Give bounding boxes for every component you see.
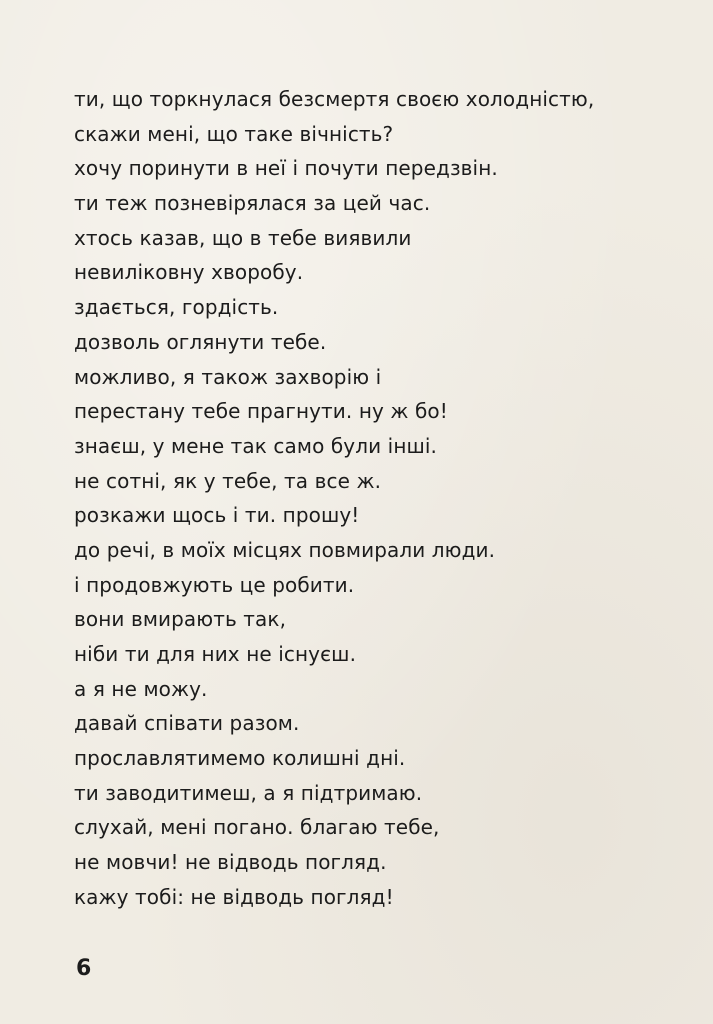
poem-line: дозволь оглянути тебе. bbox=[74, 329, 327, 354]
poem-line: ти заводитимеш, а я підтримаю. bbox=[74, 780, 423, 805]
poem-line: не мовчи! не відводь погляд. bbox=[74, 850, 387, 875]
page-number: 6 bbox=[76, 956, 92, 981]
poem-line: а я не можу. bbox=[74, 676, 208, 701]
poem-line: можливо, я також захворію і bbox=[74, 364, 382, 389]
poem-line: здається, гордість. bbox=[74, 295, 279, 320]
poem-line: хочу поринути в неї і почути передзвін. bbox=[74, 156, 498, 181]
poem-line: кажу тобі: не відводь погляд! bbox=[74, 884, 394, 909]
poem-line: до речі, в моїх місцях повмирали люди. bbox=[74, 537, 496, 562]
poem-line: хтось казав, що в тебе виявили bbox=[74, 225, 412, 250]
poem-line: слухай, мені погано. благаю тебе, bbox=[74, 815, 440, 840]
poem-line: знаєш, у мене так само були інші. bbox=[74, 433, 438, 458]
poem-line: перестану тебе прагнути. ну ж бо! bbox=[74, 399, 448, 424]
poem-line: скажи мені, що таке вічність? bbox=[74, 121, 394, 146]
poem-line: не сотні, як у тебе, та все ж. bbox=[74, 468, 382, 493]
poem-line: невиліковну хворобу. bbox=[74, 260, 304, 285]
poem-line: ти теж позневірялася за цей час. bbox=[74, 191, 431, 216]
poem-line: і продовжують це робити. bbox=[74, 572, 355, 597]
poem-line: ніби ти для них не існуєш. bbox=[74, 642, 357, 666]
poem-line: прославлятимемо колишні дні. bbox=[74, 746, 406, 771]
poem-line: вони вмирають так, bbox=[74, 607, 287, 632]
poem-line: ти, що торкнулася безсмертя своєю холодністю, bbox=[74, 87, 595, 111]
poem-line: розкажи щось і ти. прошу! bbox=[74, 503, 360, 528]
poem-line: давай співати разом. bbox=[74, 711, 300, 736]
poem-text bbox=[74, 82, 594, 915]
